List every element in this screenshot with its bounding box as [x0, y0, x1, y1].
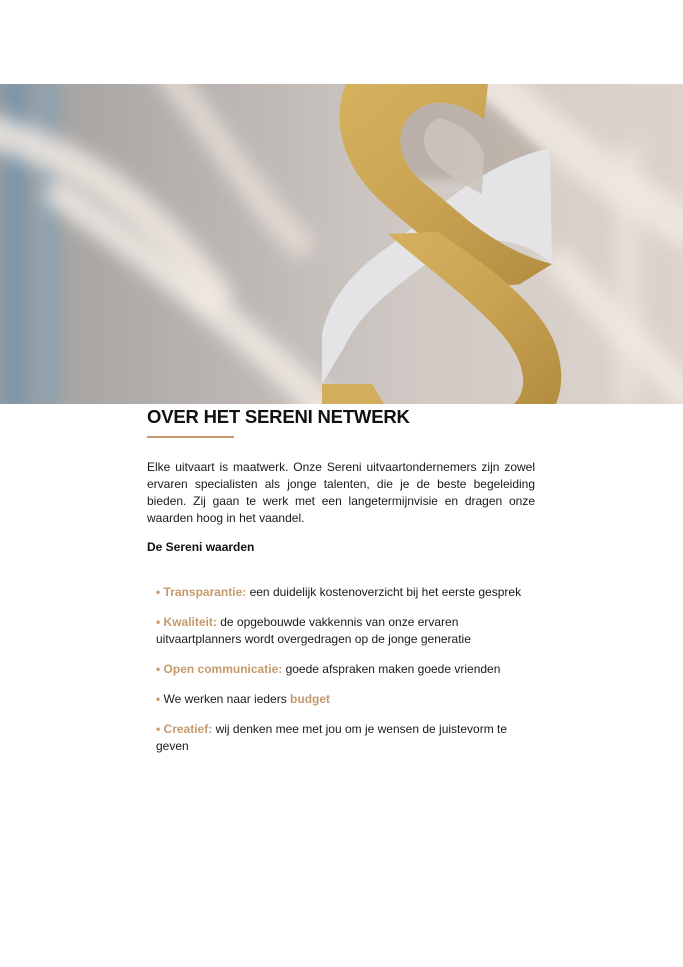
values-heading: De Sereni waarden	[147, 540, 255, 554]
value-prefix: We werken naar ieders	[160, 692, 291, 706]
value-label: Kwaliteit:	[163, 615, 217, 629]
bullet: •	[156, 692, 161, 706]
bullet: •	[156, 585, 161, 599]
bullet: •	[156, 722, 161, 736]
bullet: •	[156, 662, 161, 676]
title-underline	[147, 436, 234, 438]
value-text: een duidelijk kostenoverzicht bij het eerste gesprek	[246, 585, 522, 599]
value-text: wij denken mee met jou om je wensen de juistevorm te geven	[156, 722, 508, 753]
intro-paragraph: Elke uitvaart is maatwerk. Onze Sereni uitvaartondernemers zijn zowel ervaren specialisten als jonge talenten, die je de beste begeleiding bieden. Zij gaan te werk met een langetermijnvisie en dragen onze waarden hoog in het vaandel.	[147, 460, 535, 525]
value-label: budget	[290, 692, 331, 706]
value-item-creatief	[156, 721, 540, 755]
page-title: OVER HET SERENI NETWERK	[147, 406, 410, 427]
value-label: Open communicatie:	[163, 662, 283, 676]
sereni-eight-logo-photo	[0, 84, 683, 404]
value-label: Creatief:	[163, 722, 213, 736]
value-item-budget	[156, 691, 540, 708]
value-item-open-communicatie	[156, 661, 540, 678]
value-label: Transparantie:	[163, 585, 247, 599]
value-text: goede afspraken maken goede vrienden	[282, 662, 501, 676]
value-item-transparantie	[156, 584, 540, 601]
bullet: •	[156, 615, 161, 629]
value-item-kwaliteit	[156, 614, 540, 648]
values-list	[156, 584, 540, 768]
value-text: de opgebouwde vakkennis van onze ervaren uitvaartplanners wordt overgedragen op de jonge generatie	[156, 615, 471, 646]
hero-image	[0, 84, 683, 404]
